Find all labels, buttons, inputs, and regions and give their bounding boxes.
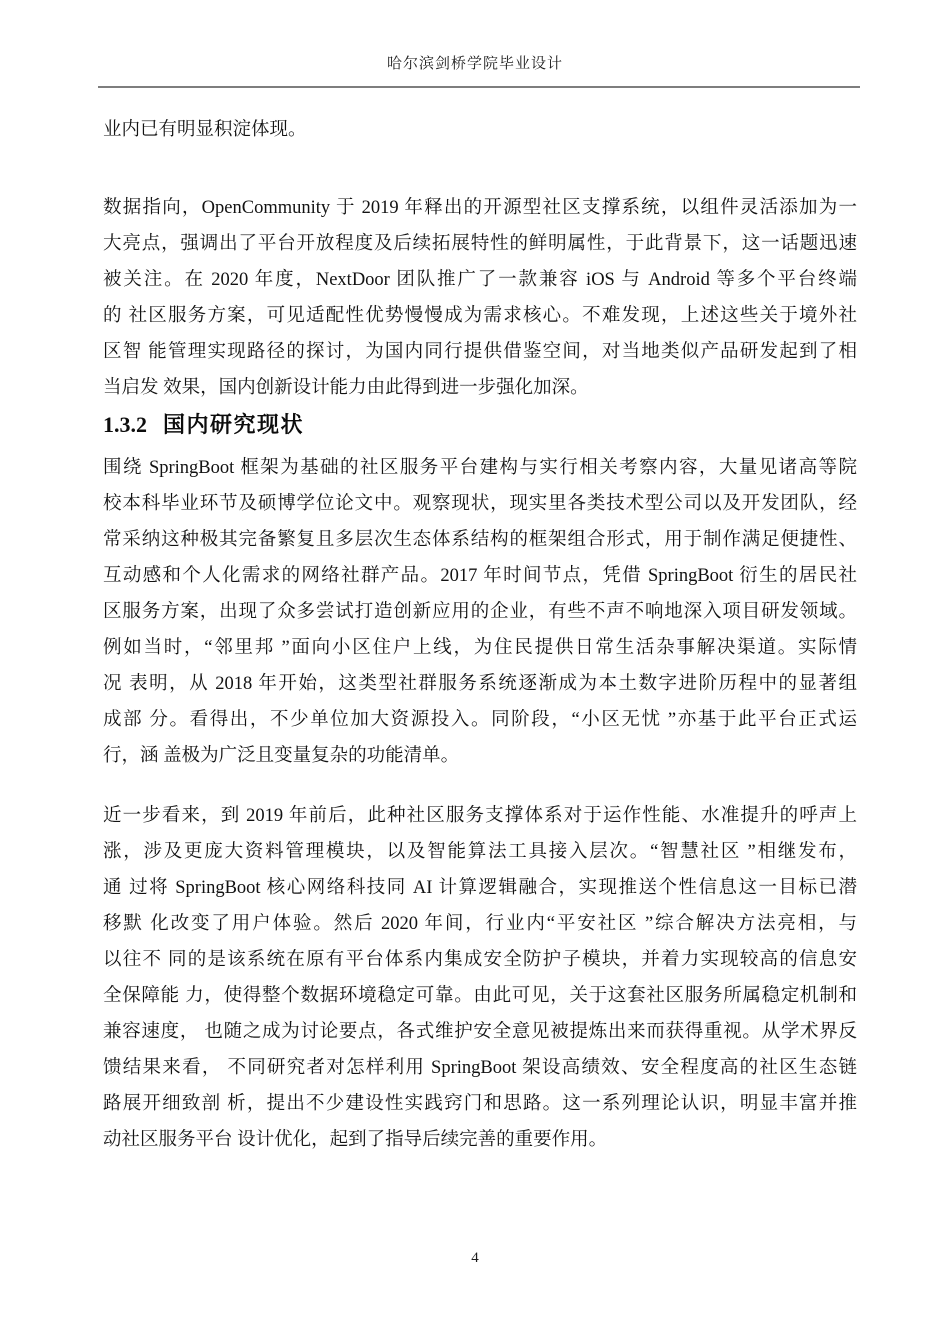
text-line: 围绕 SpringBoot 框架为基础的社区服务平台建构与实行相关考察内容，大量见诸高等院 [103,458,857,478]
text-line: 通 过将 SpringBoot 核心网络科技同 AI 计算逻辑融合，实现推送个性信息这一目标已潜 [103,878,857,898]
intro-continuation-paragraph [103,112,857,148]
text-line: 以往不 同的是该系统在原有平台体系内集成安全防护子模块，并着力实现较高的信息安 [103,950,857,970]
header-title: 哈尔滨剑桥学院毕业设计 [386,56,563,72]
text-line: 例如当时，“邻里邦 ”面向小区住户上线，为住民提供日常生活杂事解决渠道。实际情 [103,638,857,658]
page-number: 4 [471,1250,479,1266]
text-line: 互动感和个人化需求的网络社群产品。2017 年时间节点，凭借 SpringBoot 衍生的居民社 [103,566,857,586]
text-line: 全保障能 力，使得整个数据环境稳定可靠。由此可见，关于这套社区服务所属稳定机制和 [103,986,857,1006]
text-line: 当启发 效果，国内创新设计能力由此得到进一步强化加深。 [103,378,589,398]
text-line: 动社区服务平台 设计优化，起到了指导后续完善的重要作用。 [103,1130,608,1150]
text-line: 况 表明，从 2018 年开始，这类型社群服务系统逐渐成为本土数字进阶历程中的显著组 [103,674,857,694]
domestic-research-paragraph [103,450,857,774]
text-line: 成部 分。看得出，不少单位加大资源投入。同阶段，“小区无忧 ”亦基于此平台正式运 [103,710,857,730]
text-line: 近一步看来，到 2019 年前后，此种社区服务支撑体系对于运作性能、水准提升的呼声上 [103,806,857,826]
overseas-research-paragraph [103,190,857,406]
section-heading-domestic-research [103,410,857,440]
heading-number: 1.3.2 [103,412,147,437]
text-line: 馈结果来看， 不同研究者对怎样利用 SpringBoot 架设高绩效、安全程度高的社区生态链 [103,1058,857,1078]
text-line: 行，涵 盖极为广泛且变量复杂的功能清单。 [103,746,460,766]
text-line: 被关注。在 2020 年度，NextDoor 团队推广了一款兼容 iOS 与 Android 等多个平台终端 [103,270,857,290]
heading-title: 国内研究现状 [163,412,305,437]
header-rule [98,86,860,88]
text-line: 的 社区服务方案，可见适配性优势慢慢成为需求核心。不难发现，上述这些关于境外社 [103,306,857,326]
running-header [0,0,950,88]
text-line: 移默 化改变了用户体验。然后 2020 年间，行业内“平安社区 ”综合解决方法亮相，与 [103,914,857,934]
development-2019-paragraph [103,798,857,1158]
text-line: 数据指向，OpenCommunity 于 2019 年释出的开源型社区支撑系统，以组件灵活添加为一 [103,198,857,218]
document-body [0,112,950,1158]
text-line: 涨，涉及更庞大资料管理模块，以及智能算法工具接入层次。“智慧社区 ”相继发布， [103,842,857,862]
text-line: 区智 能管理实现路径的探讨，为国内同行提供借鉴空间，对当地类似产品研发起到了相 [103,342,857,362]
text-line: 大亮点，强调出了平台开放程度及后续拓展特性的鲜明属性，于此背景下，这一话题迅速 [103,234,857,254]
text-line: 区服务方案，出现了众多尝试打造创新应用的企业，有些不声不响地深入项目研发领域。 [103,602,857,622]
text-line: 常采纳这种极其完备繁复且多层次生态体系结构的框架组合形式，用于制作满足便捷性、 [103,530,857,550]
text-line: 业内已有明显积淀体现。 [103,120,307,140]
text-line: 路展开细致剖 析，提出不少建设性实践窍门和思路。这一系列理论认识，明显丰富并推 [103,1094,857,1114]
text-line: 校本科毕业环节及硕博学位论文中。观察现状，现实里各类技术型公司以及开发团队，经 [103,494,857,514]
text-line: 兼容速度， 也随之成为讨论要点，各式维护安全意见被提炼出来而获得重视。从学术界反 [103,1022,857,1042]
